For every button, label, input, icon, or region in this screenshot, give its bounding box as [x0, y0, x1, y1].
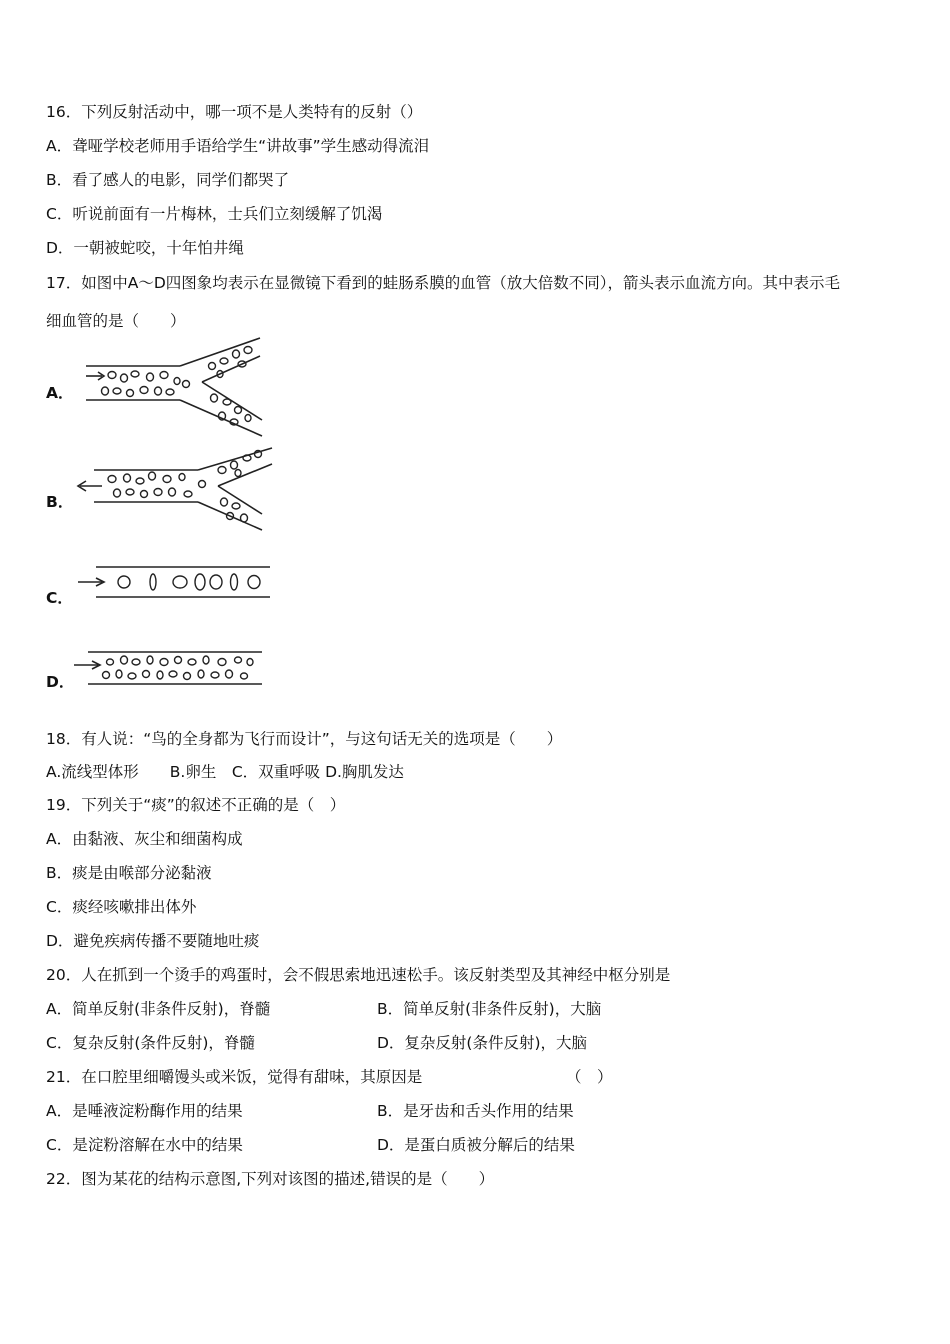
q17-label-b: B．: [46, 493, 74, 511]
vessel-diagram-d: [72, 648, 268, 690]
q19-option-d: D．避免疾病传播不要随地吐痰: [46, 932, 260, 950]
q20-option-a: A．简单反射(非条件反射)，脊髓: [46, 1000, 271, 1018]
vessel-diagram-a: [72, 336, 272, 438]
q20-option-d: D．复杂反射(条件反射)，大脑: [377, 1034, 588, 1052]
q19-option-c: C．痰经咳嗽排出体外: [46, 898, 197, 916]
q21-stem: 21．在口腔里细嚼馒头或米饭，觉得有甜味，其原因是: [46, 1068, 423, 1086]
q17-stem-line1: 17．如图中A～D四图象均表示在显微镜下看到的蛙肠系膜的血管（放大倍数不同），箭头表示血流方向。其中表示毛: [46, 274, 841, 292]
q16-option-c: C．听说前面有一片梅林，士兵们立刻缓解了饥渴: [46, 205, 383, 223]
q21-option-c: C．是淀粉溶解在水中的结果: [46, 1136, 243, 1154]
q21-option-b: B．是牙齿和舌头作用的结果: [377, 1102, 574, 1120]
q16-option-d: D．一朝被蛇咬，十年怕井绳: [46, 239, 244, 257]
q20-option-c: C．复杂反射(条件反射)，脊髓: [46, 1034, 255, 1052]
q21-answer-paren: （ ）: [566, 1068, 613, 1086]
q17-label-c: C．: [46, 589, 73, 607]
vessel-diagram-c: [72, 563, 276, 603]
vessel-diagram-b: [72, 446, 278, 532]
q17-label-a: A．: [46, 384, 74, 402]
q16-stem: 16．下列反射活动中，哪一项不是人类特有的反射（）: [46, 103, 423, 121]
q19-option-b: B．痰是由喉部分泌黏液: [46, 864, 212, 882]
q18-stem: 18．有人说：“鸟的全身都为飞行而设计”，与这句话无关的选项是（ ）: [46, 730, 563, 748]
q18-options: A.流线型体形 B.卵生 C．双重呼吸 D.胸肌发达: [46, 763, 404, 781]
q17-label-d: D．: [46, 673, 75, 691]
q22-stem: 22．图为某花的结构示意图,下列对该图的描述,错误的是（ ）: [46, 1170, 495, 1188]
q21-option-d: D．是蛋白质被分解后的结果: [377, 1136, 575, 1154]
q16-option-a: A．聋哑学校老师用手语给学生“讲故事”学生感动得流泪: [46, 137, 430, 155]
q21-option-a: A．是唾液淀粉酶作用的结果: [46, 1102, 243, 1120]
q19-option-a: A．由黏液、灰尘和细菌构成: [46, 830, 243, 848]
q19-stem: 19．下列关于“痰”的叙述不正确的是（ ）: [46, 796, 346, 814]
q17-stem-line2: 细血管的是（ ）: [46, 312, 186, 330]
q20-stem: 20．人在抓到一个烫手的鸡蛋时，会不假思索地迅速松手。该反射类型及其神经中枢分别是: [46, 966, 671, 984]
q20-option-b: B．简单反射(非条件反射)，大脑: [377, 1000, 602, 1018]
q16-option-b: B．看了感人的电影，同学们都哭了: [46, 171, 290, 189]
